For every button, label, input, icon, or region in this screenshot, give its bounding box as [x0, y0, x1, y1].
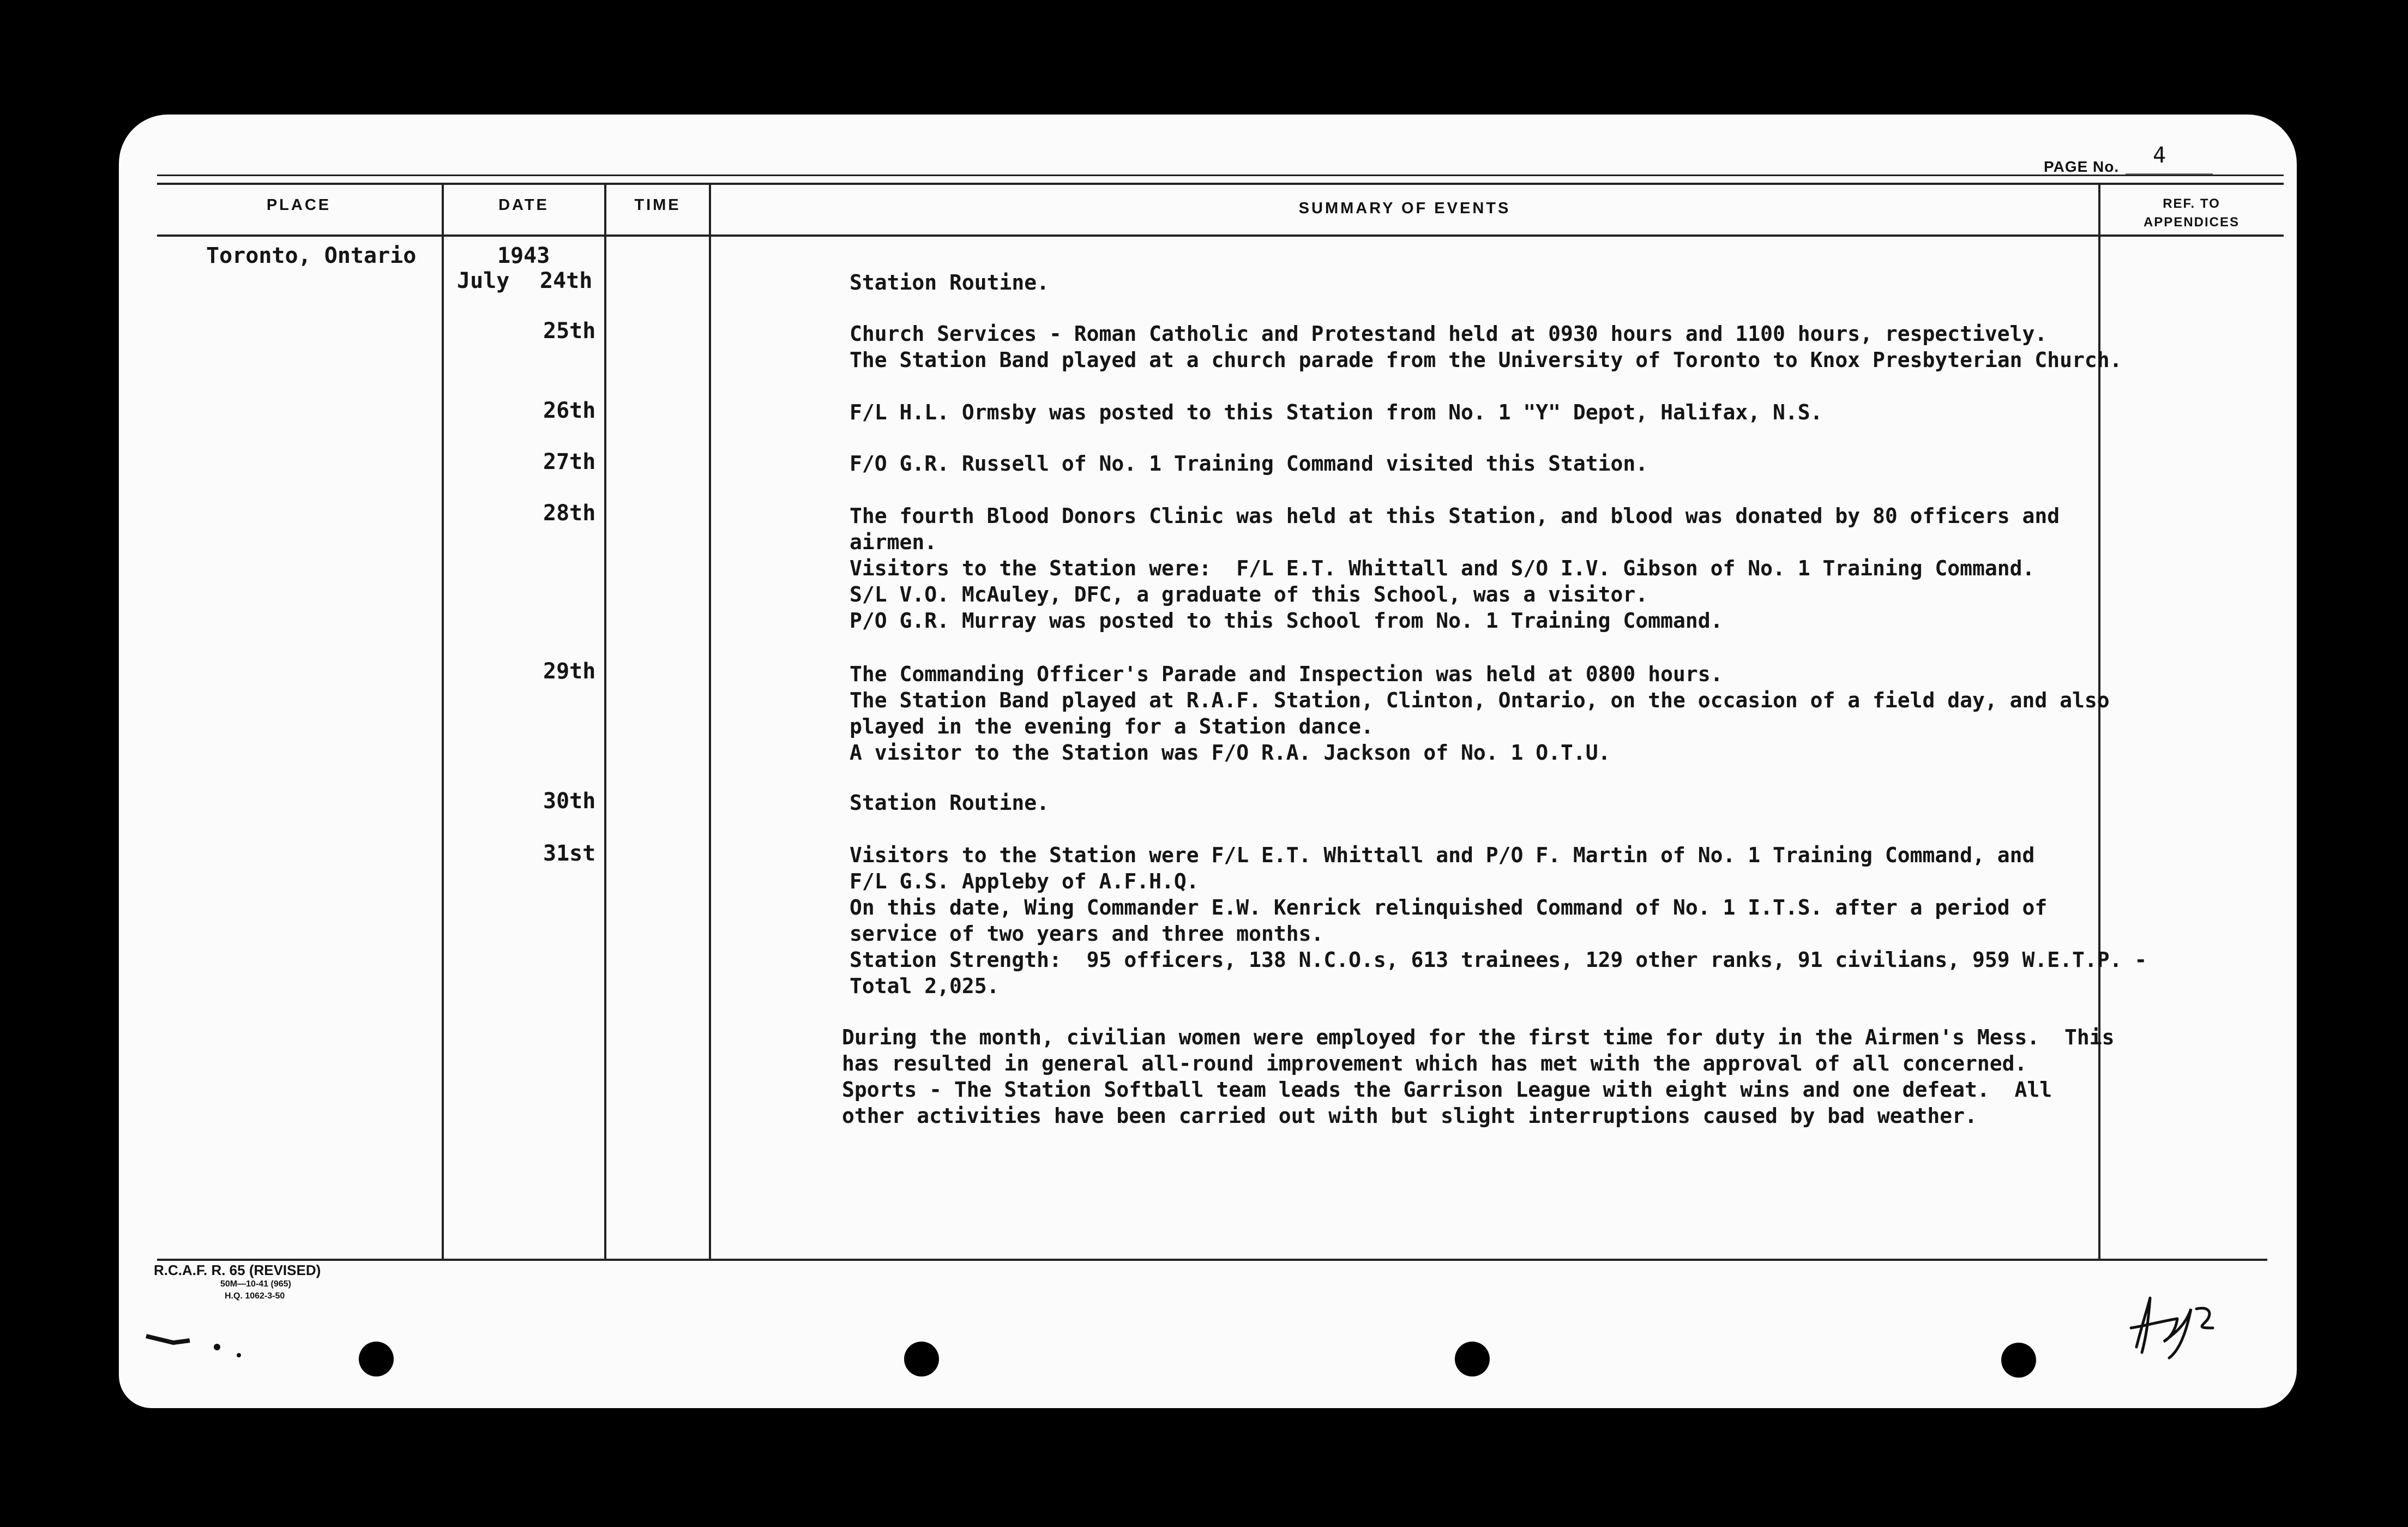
header-summary: SUMMARY OF EVENTS [1298, 200, 1511, 217]
header-bottom-rule [157, 235, 2284, 237]
form-number: R.C.A.F. R. 65 (REVISED) [154, 1262, 321, 1278]
day-30: 30th [543, 789, 596, 814]
header-date: DATE [498, 196, 549, 214]
signature-initials [2126, 1287, 2235, 1363]
ink-specks [141, 1314, 304, 1380]
binder-hole [2001, 1343, 2036, 1378]
summary-line: has resulted in general all-round improvement which has met with the approval of all concerned. [842, 1051, 2027, 1075]
entry-29 [850, 661, 2202, 766]
entry-line: Visitors to the Station were: F/L E.T. Whittall and S/O I.V. Gibson of No. 1 Training Command. [850, 556, 2035, 580]
entry-28 [850, 503, 2202, 634]
entry-line: The fourth Blood Donors Clinic was held at this Station, and blood was donated by 80 officers and [850, 504, 2060, 528]
entry-26 [850, 399, 2202, 425]
day-31: 31st [543, 841, 596, 866]
summary-line: Sports - The Station Softball team leads the Garrison League with eight wins and one defeat. All [842, 1078, 2052, 1102]
entry-30 [850, 790, 2202, 816]
monthly-summary [842, 1024, 2194, 1129]
entry-line: played in the evening for a Station dance. [850, 714, 1374, 738]
entry-line: Visitors to the Station were F/L E.T. Whittall and P/O F. Martin of No. 1 Training Command, and [850, 843, 2035, 867]
binder-hole [359, 1342, 394, 1376]
entry-line: Total 2,025. [850, 974, 1000, 998]
print-code-1: 50M—10-41 (965) [220, 1279, 291, 1289]
header-place: PLACE [266, 196, 332, 214]
entry-line: Station Routine. [850, 791, 1050, 815]
entry-line: Station Strength: 95 officers, 138 N.C.O.s, 613 trainees, 129 other ranks, 91 civilians, 959 W.E.T.P. - [850, 948, 2147, 972]
day-27: 27th [543, 449, 596, 474]
binder-hole [1455, 1342, 1490, 1376]
day-24: 24th [540, 268, 593, 293]
entry-line: service of two years and three months. [850, 922, 1324, 946]
col-sep-place [442, 183, 444, 1260]
top-rule [157, 175, 2284, 176]
entry-line: S/L V.O. McAuley, DFC, a graduate of this School, was a visitor. [850, 582, 1648, 606]
entry-line: Church Services - Roman Catholic and Protestand held at 0930 hours and 1100 hours, respectively. [850, 322, 2048, 346]
print-code-2: H.Q. 1062-3-50 [225, 1291, 285, 1301]
col-sep-time [709, 183, 711, 1260]
entry-line: F/L G.S. Appleby of A.F.H.Q. [850, 869, 1199, 893]
diary-card [119, 115, 2297, 1408]
page-number: 4 [2153, 143, 2166, 168]
page-number-dots [2126, 173, 2213, 175]
place: Toronto, Ontario [206, 243, 417, 268]
col-sep-date [604, 183, 606, 1260]
day-28: 28th [543, 501, 596, 526]
month: July [457, 268, 510, 293]
day-26: 26th [543, 398, 596, 423]
header-top-rule [157, 183, 2284, 185]
page-number-label: PAGE No. [2044, 158, 2120, 175]
entry-line: Station Routine. [850, 270, 1050, 294]
entry-line: On this date, Wing Commander E.W. Kenrick relinquished Command of No. 1 I.T.S. after a period of [850, 895, 2048, 919]
entry-31 [850, 842, 2202, 999]
entry-line: The Commanding Officer's Parade and Inspection was held at 0800 hours. [850, 662, 1723, 686]
header-ref: REF. TO [2163, 196, 2220, 211]
entry-line: F/O G.R. Russell of No. 1 Training Command visited this Station. [850, 452, 1648, 476]
year: 1943 [497, 243, 550, 268]
entry-line: The Station Band played at a church parade from the University of Toronto to Knox Presbyterian Church. [850, 348, 2122, 372]
binder-hole [904, 1342, 939, 1376]
day-29: 29th [543, 659, 596, 684]
entry-line: The Station Band played at R.A.F. Station, Clinton, Ontario, on the occasion of a field day, and also [850, 688, 2110, 712]
entry-24 [850, 269, 2202, 296]
entry-line: F/L H.L. Ormsby was posted to this Station from No. 1 "Y" Depot, Halifax, N.S. [850, 400, 1823, 424]
entry-line: P/O G.R. Murray was posted to this School from No. 1 Training Command. [850, 609, 1723, 633]
header-appendices: APPENDICES [2143, 215, 2240, 230]
entry-line: airmen. [850, 530, 937, 554]
entry-27 [850, 450, 2202, 477]
summary-line: other activities have been carried out with but slight interruptions caused by bad weather. [842, 1104, 1977, 1128]
day-25: 25th [543, 318, 596, 344]
summary-line: During the month, civilian women were employed for the first time for duty in the Airmen's Mess. This [842, 1025, 2115, 1049]
bottom-rule [157, 1259, 2267, 1261]
entry-line: A visitor to the Station was F/O R.A. Jackson of No. 1 O.T.U. [850, 741, 1611, 765]
entry-25 [850, 321, 2202, 373]
header-time: TIME [634, 196, 681, 214]
